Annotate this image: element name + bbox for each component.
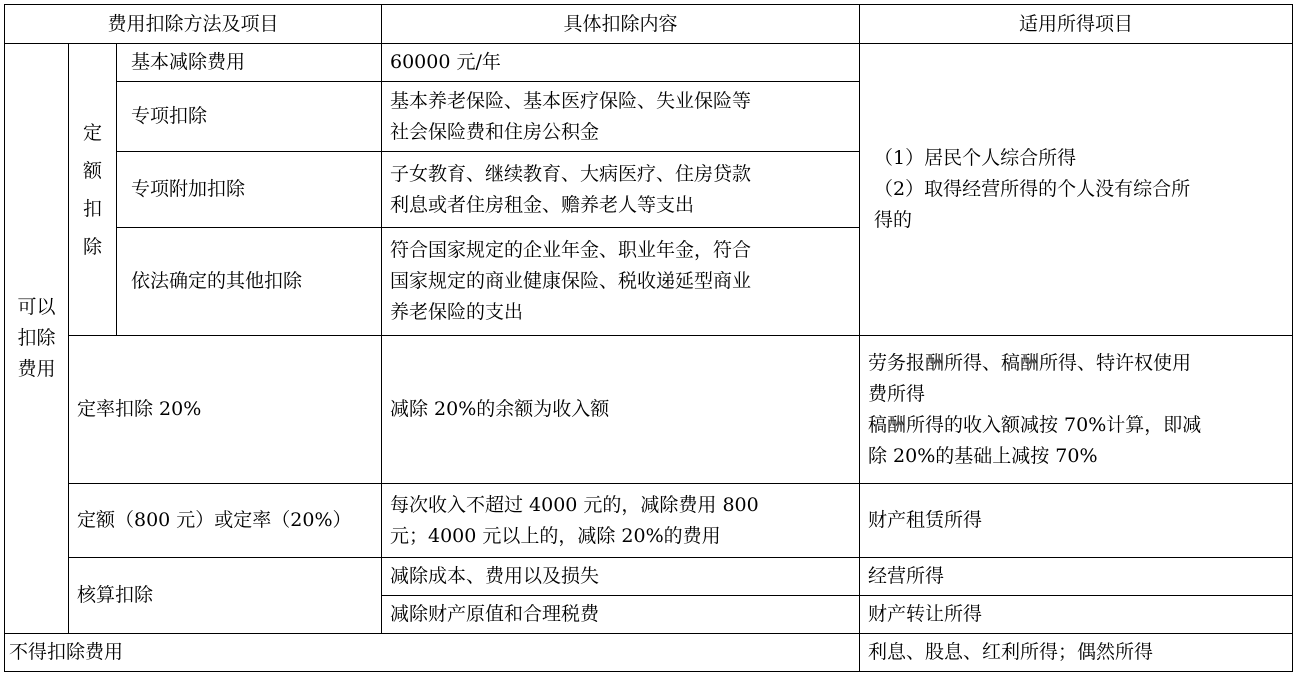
apply-line: （2）取得经营所得的个人没有综合所 (874, 178, 1191, 200)
header-content: 具体扣除内容 (382, 5, 860, 44)
fixed-or-rate-apply: 财产租赁所得 (860, 484, 1293, 558)
item-name: 专项扣除 (117, 82, 382, 152)
table-row (5, 558, 1293, 596)
item-content (382, 82, 860, 152)
apply-line: 劳务报酬所得、稿酬所得、特许权使用 (868, 351, 1192, 374)
item-content (382, 152, 860, 228)
fixed-amount-char: 扣 (82, 197, 102, 220)
non-deductible-label: 不得扣除费用 (5, 634, 860, 672)
fixed-amount-char: 额 (82, 159, 102, 182)
accounting-name: 核算扣除 (69, 558, 382, 634)
fixed-or-rate-content (382, 484, 860, 558)
content-line: 利息或者住房租金、赡养老人等支出 (390, 193, 695, 216)
table-row (5, 484, 1293, 558)
item-content (382, 44, 860, 82)
item-name: 专项附加扣除 (117, 152, 382, 228)
content-line: 养老保险的支出 (390, 301, 524, 323)
fixed-amount-label (69, 44, 117, 336)
rate-20-apply (860, 336, 1293, 484)
rate-20-content: 减除 20%的余额为收入额 (382, 336, 860, 484)
deductible-label-line: 扣除 (17, 327, 56, 349)
item-name: 基本减除费用 (117, 44, 382, 82)
content-line: 社会保险费和住房公积金 (390, 120, 600, 143)
accounting-content: 减除财产原值和合理税费 (382, 596, 860, 634)
accounting-apply: 经营所得 (860, 558, 1293, 596)
accounting-apply: 财产转让所得 (860, 596, 1293, 634)
accounting-content: 减除成本、费用以及损失 (382, 558, 860, 596)
fixed-amount-char: 除 (82, 235, 102, 258)
apply-line: 除 20%的基础上减按 70% (868, 444, 1098, 467)
content-line: 子女教育、继续教育、大病医疗、住房贷款 (390, 162, 752, 185)
header-apply: 适用所得项目 (860, 5, 1293, 44)
deduction-table (4, 4, 1293, 672)
item-content (382, 228, 860, 336)
table-row (5, 634, 1293, 672)
apply-line: 稿酬所得的收入额减按 70%计算，即减 (868, 413, 1202, 436)
fixed-amount-apply (860, 44, 1293, 336)
content-line: 每次收入不超过 4000 元的，减除费用 800 (390, 493, 759, 516)
table-row (5, 44, 1293, 82)
content-line: 元；4000 元以上的，减除 20%的费用 (390, 524, 721, 547)
content-line: 60000 元/年 (390, 51, 501, 73)
header-method: 费用扣除方法及项目 (5, 5, 382, 44)
rate-20-name: 定率扣除 20% (69, 336, 382, 484)
content-line: 基本养老保险、基本医疗保险、失业保险等 (390, 89, 752, 112)
fixed-or-rate-name: 定额（800 元）或定率（20%） (69, 484, 382, 558)
deductible-label-line: 费用 (17, 358, 56, 380)
table-row (5, 336, 1293, 484)
apply-line: 费所得 (868, 382, 926, 405)
apply-line: （1）居民个人综合所得 (874, 147, 1077, 169)
non-deductible-apply: 利息、股息、红利所得；偶然所得 (860, 634, 1293, 672)
deductible-label-line: 可以 (17, 296, 56, 318)
apply-line: 得的 (874, 209, 913, 231)
header-row (5, 5, 1293, 44)
deductible-label (5, 44, 69, 634)
content-line: 国家规定的商业健康保险、税收递延型商业 (390, 270, 752, 292)
content-line: 符合国家规定的企业年金、职业年金，符合 (390, 239, 752, 261)
fixed-amount-char: 定 (82, 121, 102, 144)
item-name: 依法确定的其他扣除 (117, 228, 382, 336)
